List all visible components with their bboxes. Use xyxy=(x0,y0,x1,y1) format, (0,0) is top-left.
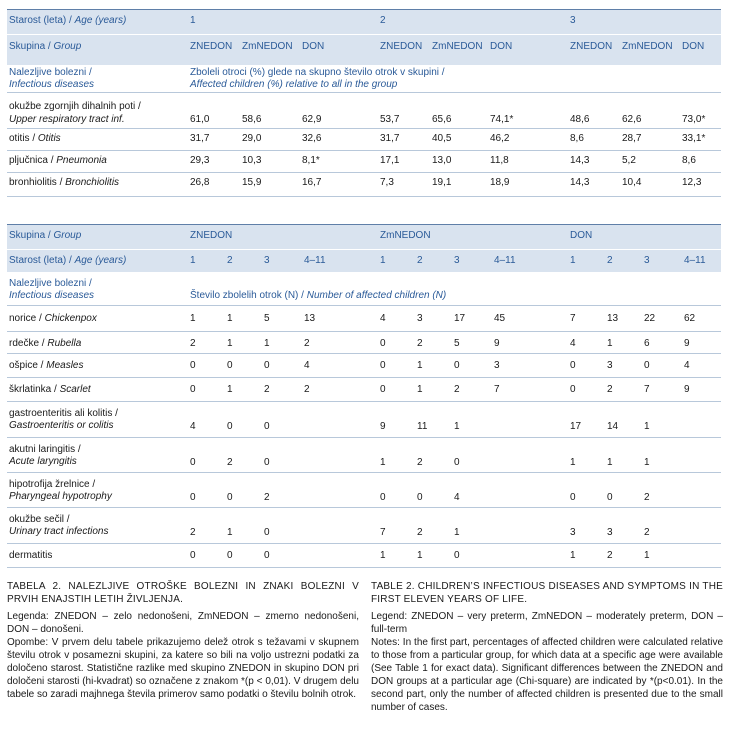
table-row xyxy=(7,377,721,401)
table-cell: 9 xyxy=(684,384,690,395)
table-cell: 46,2 xyxy=(490,133,510,144)
table-cell: 1 xyxy=(607,338,613,349)
age-header: 3 xyxy=(454,255,460,266)
table-cell: 8,1* xyxy=(302,155,320,166)
table-cell: 0 xyxy=(190,457,196,468)
table-cell: 1 xyxy=(454,421,460,432)
table-cell: 1 xyxy=(644,550,650,561)
caption-title: TABLE 2. CHILDREN’S INFECTIOUS DISEASES AND SYMPTOMS IN THE FIRST ELEVEN YEARS OF LIFE. xyxy=(371,581,723,605)
group-header: ZmNEDON xyxy=(622,41,673,52)
section-label: Nalezljive bolezni / xyxy=(9,278,92,289)
table-cell: 2 xyxy=(190,527,196,538)
table-cell: 0 xyxy=(264,421,270,432)
table-cell: 0 xyxy=(264,360,270,371)
table-cell: 0 xyxy=(227,421,233,432)
section-label: Infectious diseases xyxy=(9,290,95,301)
table-cell: 0 xyxy=(570,492,576,503)
caption-slovene xyxy=(7,580,359,701)
table-cell: 2 xyxy=(304,384,310,395)
table-row xyxy=(7,353,721,377)
table-cell: 0 xyxy=(190,360,196,371)
age-header: 3 xyxy=(570,15,576,26)
table-cell: 31,7 xyxy=(380,133,400,144)
table-cell: 0 xyxy=(190,492,196,503)
table-cell: 3 xyxy=(570,527,576,538)
table-cell: 61,0 xyxy=(190,114,210,125)
table-cell: 7 xyxy=(644,384,650,395)
table-cell: 1 xyxy=(264,338,270,349)
table-cell: 8,6 xyxy=(682,155,696,166)
age-label: Starost (leta) / Age (years) xyxy=(9,15,127,26)
table-cell: 0 xyxy=(380,338,386,349)
section-description: Število zbolelih otrok (N) / Number of affected children (N) xyxy=(190,290,447,301)
table-row xyxy=(7,331,721,353)
table-cell: 2 xyxy=(304,338,310,349)
table-row xyxy=(7,543,721,567)
table-cell: 6 xyxy=(644,338,650,349)
row-label: škrlatinka / Scarlet xyxy=(9,384,91,395)
table-cell: 0 xyxy=(227,360,233,371)
table-cell: 29,0 xyxy=(242,133,262,144)
section-description: Zboleli otroci (%) glede na skupno število otrok v skupini / xyxy=(190,67,445,78)
table-cell: 2 xyxy=(190,338,196,349)
table-cell: 0 xyxy=(190,550,196,561)
table-cell: 17 xyxy=(454,313,466,324)
row-label: akutni laringitis / xyxy=(9,444,81,455)
table-cell: 1 xyxy=(607,457,613,468)
age-header: 4–11 xyxy=(494,255,516,266)
table-cell: 11,8 xyxy=(490,155,509,166)
caption-notes: Opombe: V prvem delu tabele prikazujemo delež otrok s težavami v skupnem številu otrok v posamezni skupini, za katere so bili na voljo ustrezni podatki za določeno starost. Statistične razlike med skupino ZNEDON in skupino DON pri določeni starosti (hi-kvadrat) so označene z znakom *(p < 0,01). V drugem delu tabele so zaradi majhnega števila primerov samo podatki o številu bolnih otrok. xyxy=(7,637,359,700)
table-cell: 5,2 xyxy=(622,155,636,166)
table-cell: 48,6 xyxy=(570,114,590,125)
group-header: ZNEDON xyxy=(190,230,233,241)
group-header: ZNEDON xyxy=(380,41,423,52)
table-cell: 28,7 xyxy=(622,133,642,144)
table-cell: 5 xyxy=(264,313,270,324)
caption-notes: Notes: In the first part, percentages of affected children were calculated relative to those from a particular group, for which data at a specific age were available (See Table 1 for exact data). Significant differences between the ZNEDON and DON groups at a particular age (Chi-square) are indicated by *(p<0.01). In the second part, only the number of affected children is presented due to the small number of cases. xyxy=(371,637,723,713)
table-cell: 9 xyxy=(684,338,690,349)
section-label: Nalezljive bolezni / xyxy=(9,67,92,78)
table-cell: 12,3 xyxy=(682,177,702,188)
group-label: Skupina / Group xyxy=(9,41,82,52)
table-cell: 31,7 xyxy=(190,133,210,144)
table-cell: 13,0 xyxy=(432,155,452,166)
table-cell: 3 xyxy=(607,360,613,371)
table-cell: 1 xyxy=(380,457,386,468)
table-cell: 1 xyxy=(644,421,650,432)
table-cell: 53,7 xyxy=(380,114,400,125)
table-cell: 8,6 xyxy=(570,133,584,144)
table-cell: 0 xyxy=(380,492,386,503)
age-header: 1 xyxy=(570,255,576,266)
table-cell: 32,6 xyxy=(302,133,322,144)
group-header: DON xyxy=(570,230,593,241)
table-cell: 1 xyxy=(454,527,460,538)
table-cell: 3 xyxy=(494,360,500,371)
table-cell: 0 xyxy=(607,492,613,503)
table-cell: 62,9 xyxy=(302,114,322,125)
row-label: ošpice / Measles xyxy=(9,360,84,371)
table-cell: 14,3 xyxy=(570,177,590,188)
table-cell: 65,6 xyxy=(432,114,452,125)
table-cell: 74,1* xyxy=(490,114,514,125)
table-cell: 3 xyxy=(607,527,613,538)
table-cell: 0 xyxy=(454,457,460,468)
table-cell: 40,5 xyxy=(432,133,452,144)
age-header: 2 xyxy=(380,15,386,26)
table-row xyxy=(7,437,721,472)
table-cell: 29,3 xyxy=(190,155,210,166)
caption-english xyxy=(371,580,723,714)
table-cell: 0 xyxy=(644,360,650,371)
group-header: DON xyxy=(682,41,705,52)
section-description: Affected children (%) relative to all in the group xyxy=(190,79,398,90)
table-row xyxy=(7,95,721,128)
table-cell: 1 xyxy=(190,313,196,324)
age-header: 2 xyxy=(227,255,233,266)
table-cell: 15,9 xyxy=(242,177,262,188)
table-cell: 0 xyxy=(264,457,270,468)
table-cell: 13 xyxy=(304,313,316,324)
table-cell: 2 xyxy=(417,527,423,538)
table-cell: 4 xyxy=(304,360,310,371)
row-label: rdečke / Rubella xyxy=(9,338,82,349)
table-row xyxy=(7,306,721,331)
table-cell: 45 xyxy=(494,313,506,324)
row-label: okužbe sečil / xyxy=(9,514,70,525)
table-cell: 58,6 xyxy=(242,114,262,125)
caption-legend: Legenda: ZNEDON – zelo nedonošeni, ZmNEDON – zmerno nedonošeni, DON – donošeni. xyxy=(7,611,359,635)
table-cell: 19,1 xyxy=(432,177,452,188)
age-header: 1 xyxy=(190,15,196,26)
table-cell: 0 xyxy=(264,550,270,561)
group-header: DON xyxy=(302,41,325,52)
group-header: ZmNEDON xyxy=(242,41,293,52)
row-label-en: Pharyngeal hypotrophy xyxy=(9,491,112,502)
table-cell: 16,7 xyxy=(302,177,322,188)
table-cell: 1 xyxy=(380,550,386,561)
age-header: 2 xyxy=(417,255,423,266)
table-cell: 4 xyxy=(454,492,460,503)
table-cell: 2 xyxy=(264,384,270,395)
table-row xyxy=(7,150,721,172)
table-cell: 0 xyxy=(227,492,233,503)
table-cell: 2 xyxy=(607,384,613,395)
table-cell: 2 xyxy=(417,457,423,468)
table-cell: 22 xyxy=(644,313,656,324)
row-label: dermatitis xyxy=(9,550,53,561)
table-cell: 17,1 xyxy=(380,155,400,166)
table-cell: 14 xyxy=(607,421,619,432)
group-header: ZNEDON xyxy=(570,41,613,52)
table-cell: 18,9 xyxy=(490,177,510,188)
row-label-en: Acute laryngitis xyxy=(9,456,77,467)
group-header: ZmNEDON xyxy=(380,230,431,241)
table-cell: 7 xyxy=(570,313,576,324)
table-cell: 0 xyxy=(264,527,270,538)
table-cell: 1 xyxy=(227,527,233,538)
table-cell: 4 xyxy=(684,360,690,371)
table-cell: 0 xyxy=(454,550,460,561)
table-cell: 5 xyxy=(454,338,460,349)
age-header: 1 xyxy=(190,255,196,266)
table-cell: 1 xyxy=(570,457,576,468)
row-label-en: Gastroenteritis or colitis xyxy=(9,420,114,431)
table-cell: 1 xyxy=(644,457,650,468)
table-2 xyxy=(7,224,721,568)
row-label: otitis / Otitis xyxy=(9,133,61,144)
group-header: ZNEDON xyxy=(190,41,233,52)
row-label-en: Upper respiratory tract inf. xyxy=(9,114,125,125)
table-row xyxy=(7,507,721,543)
caption-title: TABELA 2. NALEZLJIVE OTROŠKE BOLEZNI IN ZNAKI BOLEZNI V PRVIH ENAJSTIH LETIH ŽIVLJENJA. xyxy=(7,581,359,605)
table-cell: 0 xyxy=(570,360,576,371)
row-label: gastroenteritis ali kolitis / xyxy=(9,408,118,419)
age-header: 3 xyxy=(644,255,650,266)
age-label: Starost (leta) / Age (years) xyxy=(9,255,127,266)
table-cell: 62,6 xyxy=(622,114,642,125)
table-cell: 1 xyxy=(417,360,423,371)
table-cell: 0 xyxy=(454,360,460,371)
row-label: pljučnica / Pneumonia xyxy=(9,155,107,166)
table-cell: 33,1* xyxy=(682,133,706,144)
table-cell: 0 xyxy=(417,492,423,503)
table-cell: 17 xyxy=(570,421,582,432)
table-cell: 7 xyxy=(380,527,386,538)
table-cell: 62 xyxy=(684,313,696,324)
caption-legend: Legend: ZNEDON – very preterm, ZmNEDON – moderately preterm, DON – full-term xyxy=(371,611,723,635)
table-cell: 1 xyxy=(227,338,233,349)
table-cell: 2 xyxy=(227,457,233,468)
table-row xyxy=(7,401,721,437)
table-row xyxy=(7,128,721,150)
table-1 xyxy=(7,9,721,205)
table-cell: 10,4 xyxy=(622,177,642,188)
table-cell: 9 xyxy=(494,338,500,349)
table-cell: 1 xyxy=(570,550,576,561)
table-cell: 2 xyxy=(454,384,460,395)
table-cell: 11 xyxy=(417,421,428,432)
age-header: 4–11 xyxy=(304,255,326,266)
section-label: Infectious diseases xyxy=(9,79,95,90)
table-cell: 73,0* xyxy=(682,114,706,125)
table-cell: 4 xyxy=(380,313,386,324)
table-cell: 1 xyxy=(417,550,423,561)
group-header: ZmNEDON xyxy=(432,41,483,52)
table-cell: 9 xyxy=(380,421,386,432)
table-row xyxy=(7,172,721,196)
group-header: DON xyxy=(490,41,513,52)
row-label-en: Urinary tract infections xyxy=(9,526,109,537)
table-cell: 3 xyxy=(417,313,423,324)
row-label: hipotrofija žrelnice / xyxy=(9,479,96,490)
table-cell: 26,8 xyxy=(190,177,210,188)
group-label: Skupina / Group xyxy=(9,230,82,241)
age-header: 3 xyxy=(264,255,270,266)
table-cell: 0 xyxy=(190,384,196,395)
table-cell: 1 xyxy=(227,384,233,395)
table-cell: 2 xyxy=(264,492,270,503)
row-label: norice / Chickenpox xyxy=(9,313,97,324)
table-cell: 13 xyxy=(607,313,619,324)
row-label: okužbe zgornjih dihalnih poti / xyxy=(9,101,141,112)
table-cell: 14,3 xyxy=(570,155,590,166)
table-cell: 10,3 xyxy=(242,155,262,166)
table-cell: 7,3 xyxy=(380,177,394,188)
table-cell: 7 xyxy=(494,384,500,395)
row-label: bronhiolitis / Bronchiolitis xyxy=(9,177,120,188)
table-cell: 4 xyxy=(190,421,196,432)
table-cell: 1 xyxy=(417,384,423,395)
age-header: 4–11 xyxy=(684,255,706,266)
table-cell: 0 xyxy=(380,384,386,395)
table-cell: 4 xyxy=(570,338,576,349)
table-cell: 2 xyxy=(607,550,613,561)
age-header: 2 xyxy=(607,255,613,266)
table-cell: 0 xyxy=(380,360,386,371)
table-cell: 2 xyxy=(644,492,650,503)
table-row xyxy=(7,472,721,507)
table-cell: 1 xyxy=(227,313,233,324)
table-cell: 2 xyxy=(417,338,423,349)
table-cell: 2 xyxy=(644,527,650,538)
age-header: 1 xyxy=(380,255,386,266)
table-cell: 0 xyxy=(227,550,233,561)
table-cell: 0 xyxy=(570,384,576,395)
